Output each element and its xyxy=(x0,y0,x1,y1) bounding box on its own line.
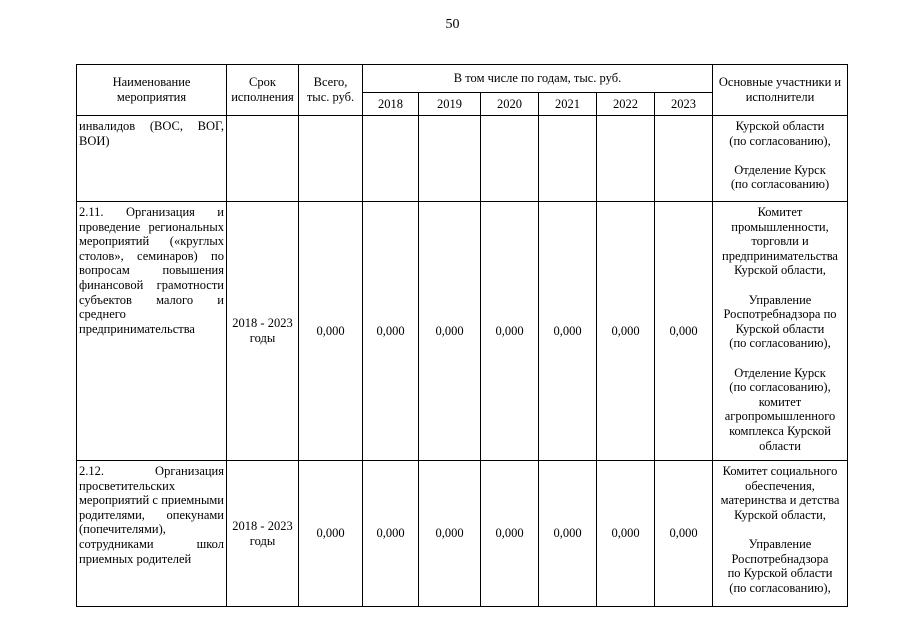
row-year-value: 0,000 xyxy=(597,202,655,461)
row-total: 0,000 xyxy=(299,461,363,607)
participant-line: Курской области xyxy=(735,321,825,336)
participant-line: Курской области, xyxy=(734,507,826,522)
participant-line: комплекса Курской xyxy=(729,423,831,438)
row-year-value xyxy=(481,116,539,202)
participant-line: Управление xyxy=(748,292,812,307)
participant-line: торговли и xyxy=(751,234,809,249)
header-term-line: исполнения xyxy=(231,90,294,104)
row-term xyxy=(227,116,299,202)
header-total-line: Всего, xyxy=(313,75,348,90)
row-year-value xyxy=(539,116,597,202)
row-year-value: 0,000 xyxy=(363,202,419,461)
header-year: 2020 xyxy=(481,93,539,116)
participant-line: промышленности, xyxy=(731,219,829,234)
page-number: 50 xyxy=(445,17,460,32)
header-name-line: Наименование xyxy=(112,75,191,90)
participant-line: Комитет xyxy=(757,205,803,219)
header-year: 2022 xyxy=(597,93,655,116)
row-year-value: 0,000 xyxy=(419,461,481,607)
row-year-value: 0,000 xyxy=(597,461,655,607)
row-term: 2018 - 2023 годы xyxy=(227,202,299,461)
table-row xyxy=(77,116,848,202)
header-term xyxy=(227,65,299,116)
participant-line: Комитет социального xyxy=(722,464,838,478)
participant-line: (по согласованию), xyxy=(729,580,831,595)
participant-line: Курской области xyxy=(735,119,825,133)
participant-line: Курской области, xyxy=(734,263,826,278)
row-year-value: 0,000 xyxy=(539,461,597,607)
participant-line: обеспечения, xyxy=(745,478,815,493)
row-name: 2.12. Организация просветительских мероприятий с приемными родителями, опекунами (попечителями), сотрудниками школ приемных родителей xyxy=(77,461,227,607)
row-year-value: 0,000 xyxy=(419,202,481,461)
row-participants xyxy=(713,116,848,202)
row-year-value: 0,000 xyxy=(481,461,539,607)
header-name-line: мероприятия xyxy=(116,90,187,104)
header-year: 2019 xyxy=(419,93,481,116)
row-term: 2018 - 2023 годы xyxy=(227,461,299,607)
participant-line: Отделение Курск xyxy=(734,162,826,177)
participant-spacer xyxy=(715,278,845,293)
header-participants-line: исполнители xyxy=(745,90,815,104)
header-year: 2021 xyxy=(539,93,597,116)
participant-line: предпринимательства xyxy=(722,248,838,263)
row-year-value: 0,000 xyxy=(539,202,597,461)
participant-line: по Курской области xyxy=(727,566,833,581)
participant-spacer xyxy=(715,351,845,366)
row-total: 0,000 xyxy=(299,202,363,461)
row-name: инвалидов (ВОС, ВОГ, ВОИ) xyxy=(77,116,227,202)
participant-line: агропромышленного xyxy=(724,409,836,424)
header-row-1 xyxy=(77,65,848,93)
participant-line: (по согласованию), xyxy=(729,336,831,351)
participant-line: Роспотребнадзора xyxy=(731,551,829,566)
header-term-line: Срок xyxy=(249,75,276,90)
header-participants xyxy=(713,65,848,116)
row-total xyxy=(299,116,363,202)
participant-line: Управление xyxy=(748,536,812,551)
row-year-value xyxy=(597,116,655,202)
row-year-value: 0,000 xyxy=(655,461,713,607)
row-name: 2.11. Организация и проведение региональных мероприятий («круглых столов», семинаров) по вопросам повышения финансовой грамотности субъектов малого и среднего предпринимательства xyxy=(77,202,227,461)
header-total-line: тыс. руб. xyxy=(306,90,355,104)
header-name xyxy=(77,65,227,116)
row-year-value: 0,000 xyxy=(363,461,419,607)
header-by-years: В том числе по годам, тыс. руб. xyxy=(363,65,713,93)
header-year: 2023 xyxy=(655,93,713,116)
participant-line: Отделение Курск xyxy=(734,365,826,380)
participant-line: области xyxy=(759,438,801,453)
header-total xyxy=(299,65,363,116)
header-year: 2018 xyxy=(363,93,419,116)
participant-spacer xyxy=(715,522,845,537)
participant-line: (по согласованию), xyxy=(729,133,831,148)
table-row xyxy=(77,202,848,461)
row-year-value xyxy=(655,116,713,202)
header-participants-line: Основные участники и xyxy=(718,75,842,90)
row-participants xyxy=(713,202,848,461)
participant-line: материнства и детства xyxy=(720,493,840,508)
row-year-value xyxy=(363,116,419,202)
participant-line: комитет xyxy=(758,394,802,409)
row-year-value xyxy=(419,116,481,202)
program-table xyxy=(76,64,848,607)
table-row xyxy=(77,461,848,607)
participant-line: (по согласованию), xyxy=(729,380,831,395)
participant-line: Роспотребнадзора по xyxy=(723,307,837,322)
row-year-value: 0,000 xyxy=(655,202,713,461)
row-participants xyxy=(713,461,848,607)
participant-line: (по согласованию) xyxy=(730,177,830,192)
participant-spacer xyxy=(715,148,845,163)
row-year-value: 0,000 xyxy=(481,202,539,461)
